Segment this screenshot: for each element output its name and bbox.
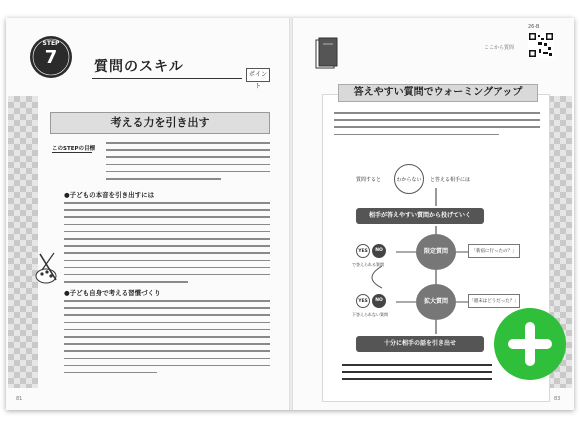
box-title: 答えやすい質問でウォーミングアップ [338,84,538,102]
limited-question-node: 限定質問 [416,234,456,270]
expanded-question-node: 拡大質問 [416,284,456,320]
no-caption: 下答えられない質問 [352,312,388,317]
reference-label: ここから質問 [484,45,515,51]
flow-start-right: と答える相手には [430,177,471,183]
no-button-2: NO [372,294,386,308]
section-title: 考える力を引き出す [50,112,270,134]
step-label: STEP [42,40,60,47]
flow-step-1: 相手が答えやすい質問から投げていく [356,208,484,224]
flow-start-left: 質問すると [356,177,382,183]
goal-label: このSTEPの目標 [52,146,96,152]
left-page-number: 81 [16,396,23,402]
flow-final-step: 十分に相手の話を引き出せ [356,336,484,352]
chapter-title: 質問のスキル [94,59,184,75]
right-page-number: 83 [554,396,561,402]
subheading-1: ●子どもの本音を引き出すには [64,191,155,199]
goal-underline [52,152,92,153]
subheading-2: ●子ども自身で考える習慣づくり [64,289,161,297]
body-paragraph-1 [64,202,270,288]
step-number: 7 [44,47,58,68]
qr-code[interactable] [528,32,554,58]
book-gutter [289,18,293,410]
body-paragraph-2 [64,300,270,379]
no-button-1: NO [372,244,386,258]
box-intro-paragraph [334,112,540,141]
yes-caption: で答えられる質問 [352,262,384,267]
limited-question-example: 「新宿に行ったの？」 [468,244,520,258]
zoom-plus-button[interactable] [494,308,566,380]
paint-palette-icon [34,250,62,288]
chapter-rule [92,78,242,79]
book-spread [6,18,574,410]
intro-paragraph [106,142,270,185]
box-summary-paragraph [342,364,492,386]
yes-button-1: YES [356,244,370,258]
expanded-question-example: 「週末はどうだった？」 [468,294,520,308]
point-tag: ポイント [246,68,270,82]
yes-button-2: YES [356,294,370,308]
page-code: 26-B [528,24,540,30]
book-icon [311,34,341,74]
flow-start-node: わからない [394,164,424,194]
left-pattern-band [8,96,38,388]
